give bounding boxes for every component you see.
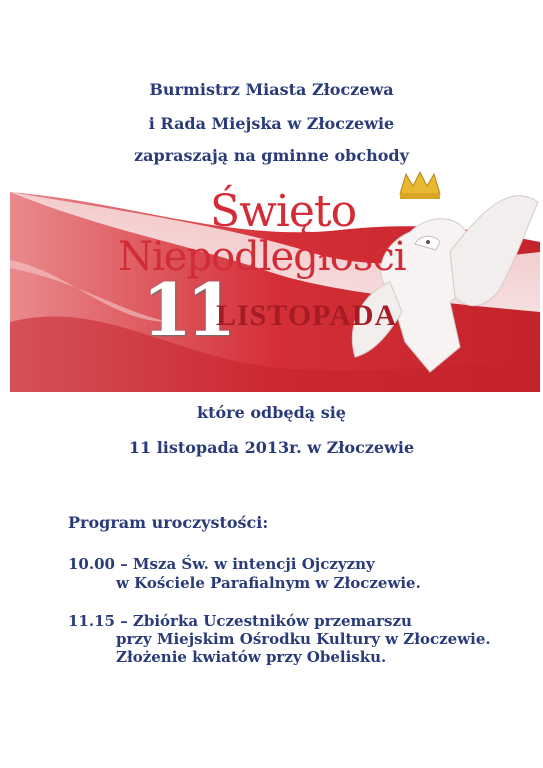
event-detail-line-1: które odbędą się [197,403,346,422]
banner-title-swieto: Święto [210,186,357,237]
invitation-line-3: zapraszają na gminne obchody [134,146,409,165]
program-item-2-line-1: 11.15 – Zbiórka Uczestników przemarszu [68,612,412,630]
banner-title-niepodleglosci: Niepodległości [118,234,406,280]
crown-icon [400,172,440,199]
event-date-location: 11 listopada 2013r. w Złoczewie [128,438,415,457]
program-item-1-line-1: 10.00 – Msza Św. w intencji Ojczyzny [68,555,375,573]
independence-day-banner [10,172,540,392]
program-item-2-line-2: przy Miejskim Ośrodku Kultury w Złoczewie. [116,630,491,648]
program-heading: Program uroczystości: [68,513,269,532]
banner-month: LISTOPADA [216,299,398,332]
invitation-line-2: i Rada Miejska w Złoczewie [148,114,395,133]
program-item-2-line-3: Złożenie kwiatów przy Obelisku. [116,648,387,666]
banner-day-number: 11 [142,267,231,352]
invitation-line-1: Burmistrz Miasta Złoczewa [149,80,394,99]
program-item-1-line-2: w Kościele Parafialnym w Złoczewie. [116,574,421,592]
